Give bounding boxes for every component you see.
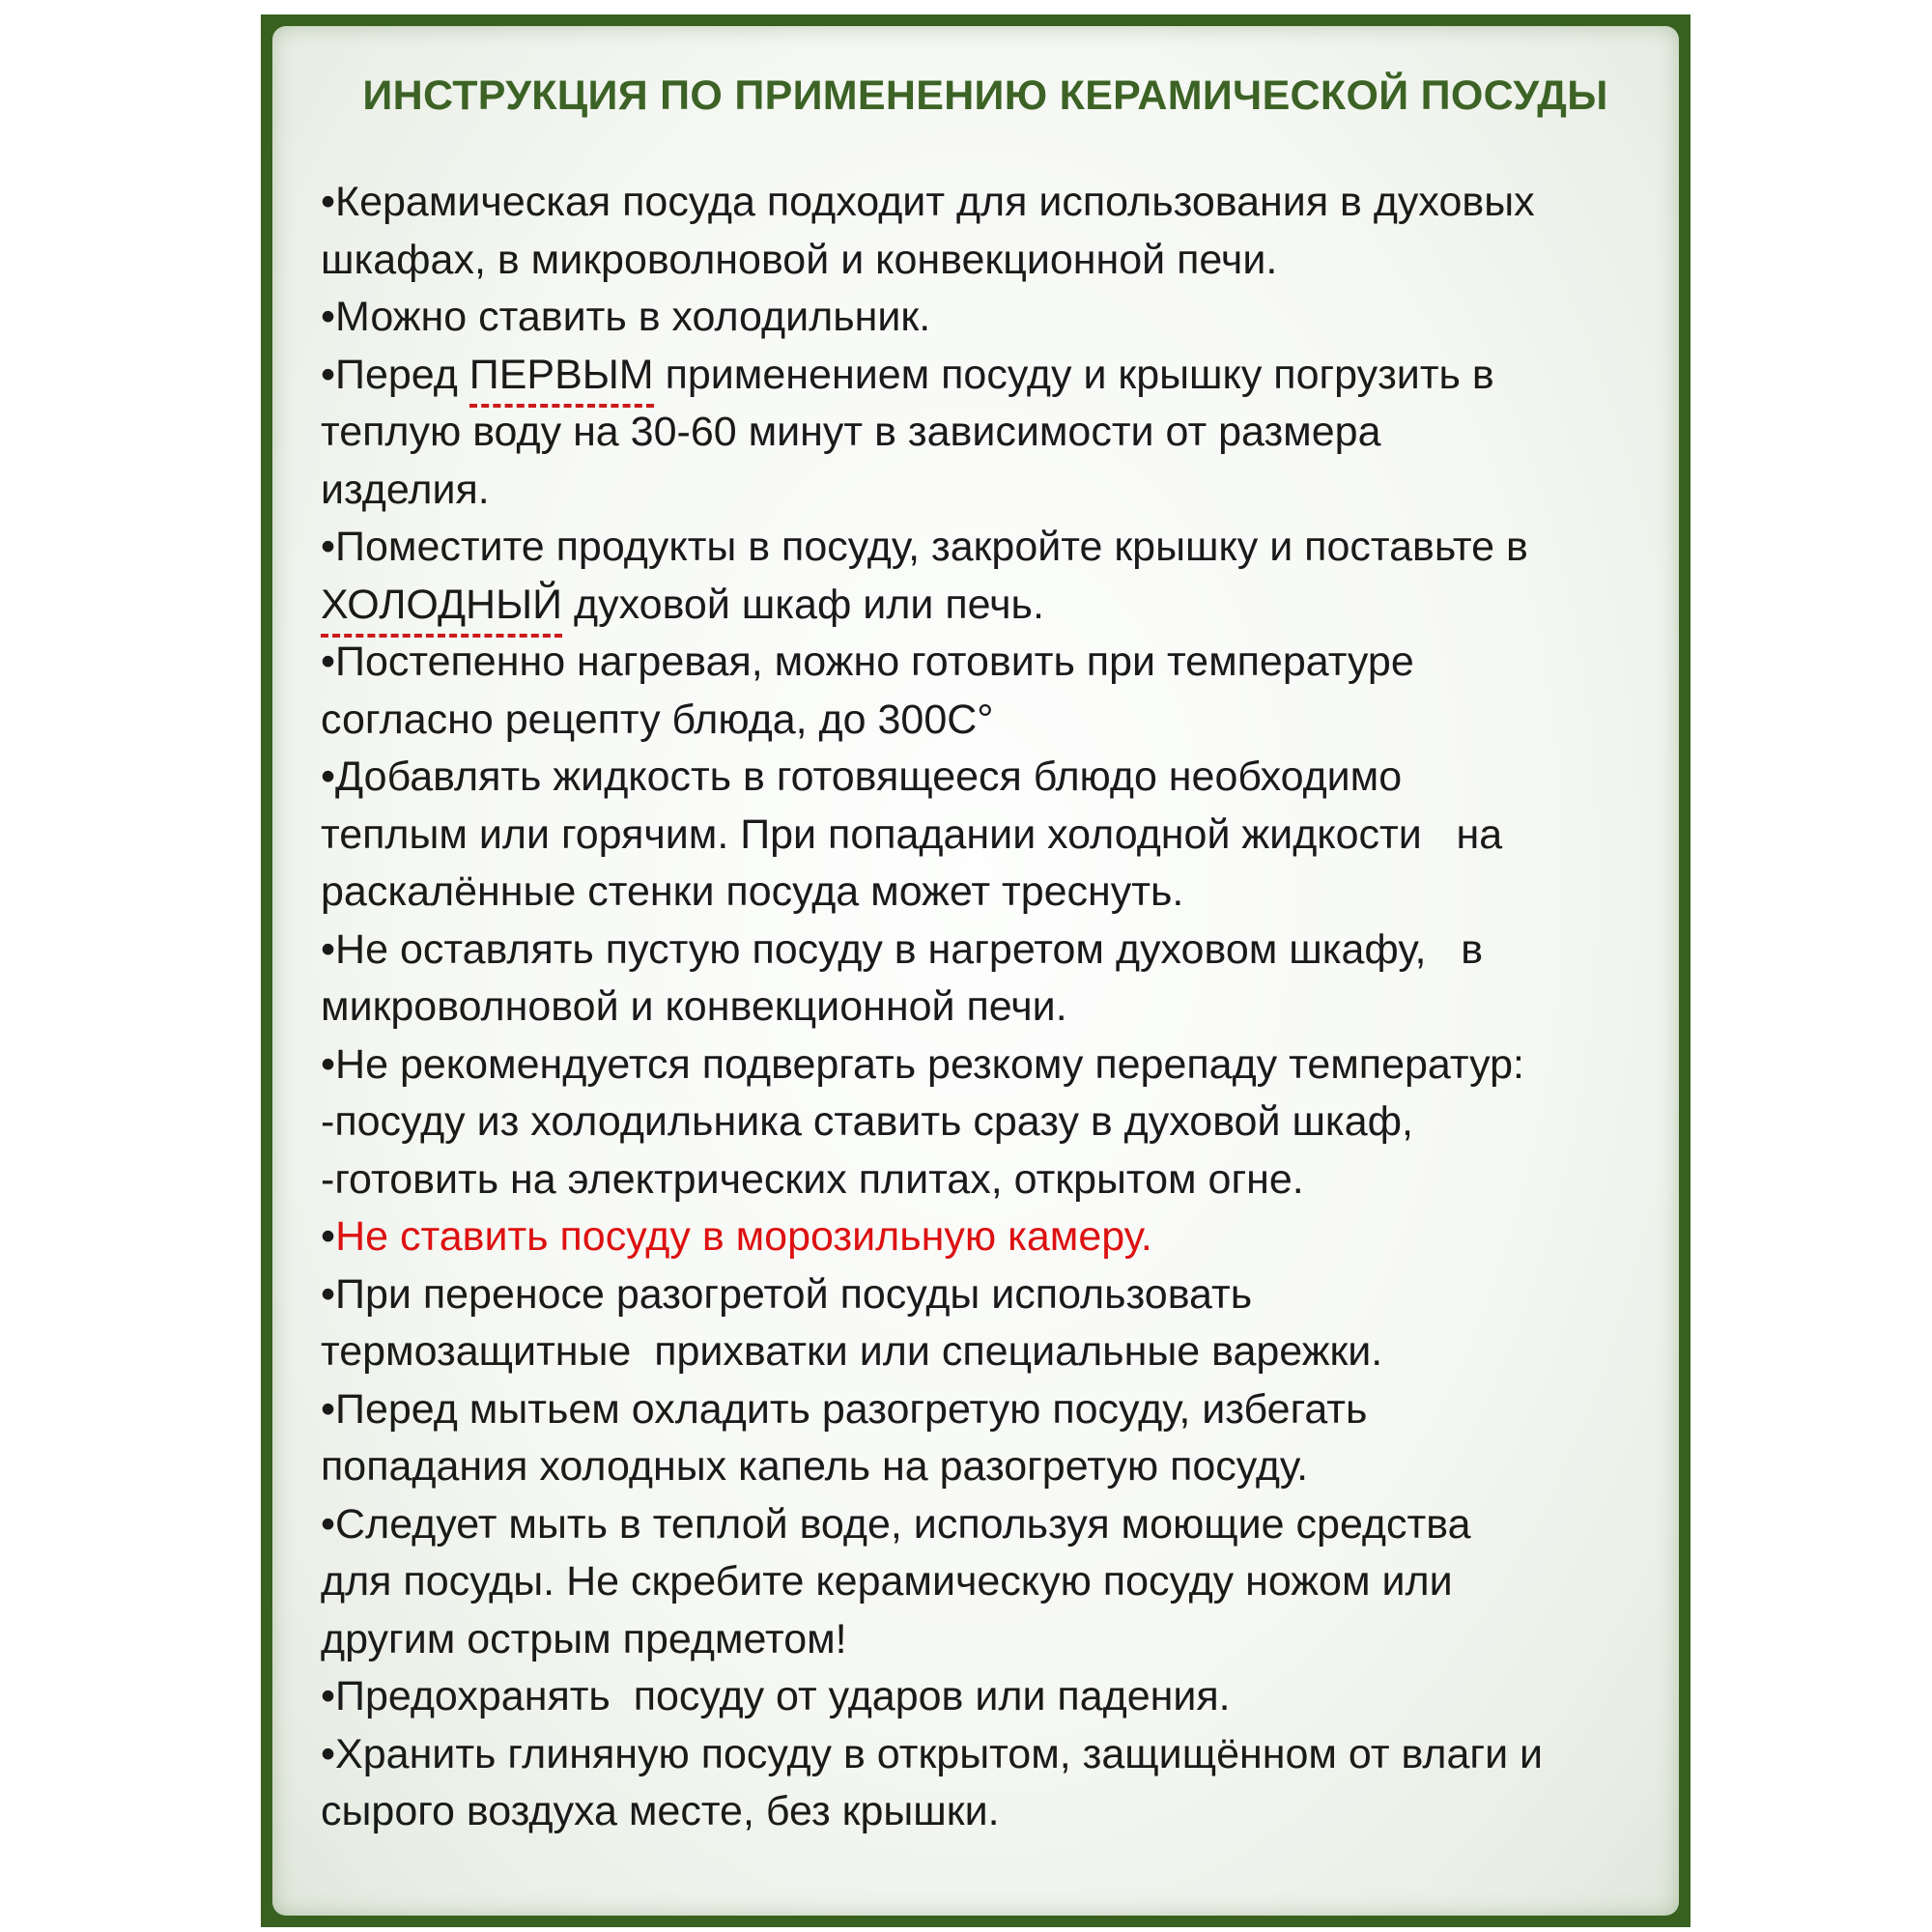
line-text: •Перед bbox=[321, 351, 469, 398]
instruction-title: ИНСТРУКЦИЯ ПО ПРИМЕНЕНИЮ КЕРАМИЧЕСКОЙ ПОСУДЫ bbox=[362, 72, 1608, 119]
instruction-card-frame bbox=[261, 14, 1690, 1927]
instruction-line: для посуды. Не скребите керамическую посуду ножом или bbox=[321, 1558, 1453, 1605]
instruction-line: •Постепенно нагревая, можно готовить при температуре bbox=[321, 639, 1414, 685]
instruction-line: термозащитные прихватки или специальные варежки. bbox=[321, 1328, 1383, 1375]
emphasis-first-word: ПЕРВЫМ bbox=[469, 347, 654, 405]
instruction-line: теплым или горячим. При попадании холодной жидкости на bbox=[321, 810, 1503, 858]
instruction-line: -готовить на электрических плитах, открытом огне. bbox=[321, 1155, 1304, 1203]
instruction-line bbox=[321, 577, 1650, 635]
instruction-line: раскалённые стенки посуда может треснуть. bbox=[321, 868, 1184, 915]
freezer-warning-text: Не ставить посуду в морозильную камеру. bbox=[335, 1213, 1152, 1260]
instruction-line: •Керамическая посуда подходит для использования в духовых bbox=[321, 179, 1535, 225]
instruction-line: сырого воздуха месте, без крышки. bbox=[321, 1788, 1000, 1834]
instruction-line: •При переносе разогретой посуды использовать bbox=[321, 1270, 1253, 1318]
emphasis-cold-word: ХОЛОДНЫЙ bbox=[321, 577, 562, 635]
instruction-line: •Перед мытьем охладить разогретую посуду, избегать bbox=[321, 1385, 1368, 1433]
bullet: • bbox=[321, 1213, 336, 1260]
instruction-line: •Предохранять посуду от ударов или падения. bbox=[321, 1673, 1231, 1719]
instruction-body bbox=[321, 174, 1650, 1841]
instruction-line: изделия. bbox=[321, 466, 490, 513]
instruction-line: •Можно ставить в холодильник. bbox=[321, 294, 931, 340]
instruction-card-panel bbox=[272, 26, 1679, 1916]
instruction-line: попадания холодных капель на разогретую посуду. bbox=[321, 1443, 1309, 1490]
line-text: применением посуду и крышку погрузить в bbox=[653, 351, 1494, 398]
instruction-line: теплую воду на 30-60 минут в зависимости от размера bbox=[321, 409, 1381, 455]
instruction-line: шкафах, в микроволновой и конвекционной печи. bbox=[321, 236, 1278, 283]
instruction-line: •Хранить глиняную посуду в открытом, защищённом от влаги и bbox=[321, 1730, 1544, 1777]
instruction-line: согласно рецепту блюда, до 300С° bbox=[321, 696, 994, 743]
instruction-line: •Не рекомендуется подвергать резкому перепаду температур: bbox=[321, 1040, 1524, 1088]
instruction-line: •Не оставлять пустую посуду в нагретом духовом шкафу, в bbox=[321, 925, 1484, 973]
instruction-line: •Добавлять жидкость в готовящееся блюдо необходимо bbox=[321, 753, 1403, 800]
instruction-line: другим острым предметом! bbox=[321, 1615, 847, 1662]
instruction-line: •Поместите продукты в посуду, закройте крышку и поставьте в bbox=[321, 524, 1528, 570]
instruction-line: микроволновой и конвекционной печи. bbox=[321, 983, 1067, 1030]
instruction-line bbox=[321, 347, 1650, 405]
instruction-line-warning bbox=[321, 1208, 1650, 1266]
instruction-line: -посуду из холодильника ставить сразу в духовой шкаф, bbox=[321, 1098, 1413, 1145]
instruction-line: •Следует мыть в теплой воде, используя моющие средства bbox=[321, 1500, 1471, 1548]
line-text: духовой шкаф или печь. bbox=[562, 581, 1044, 628]
